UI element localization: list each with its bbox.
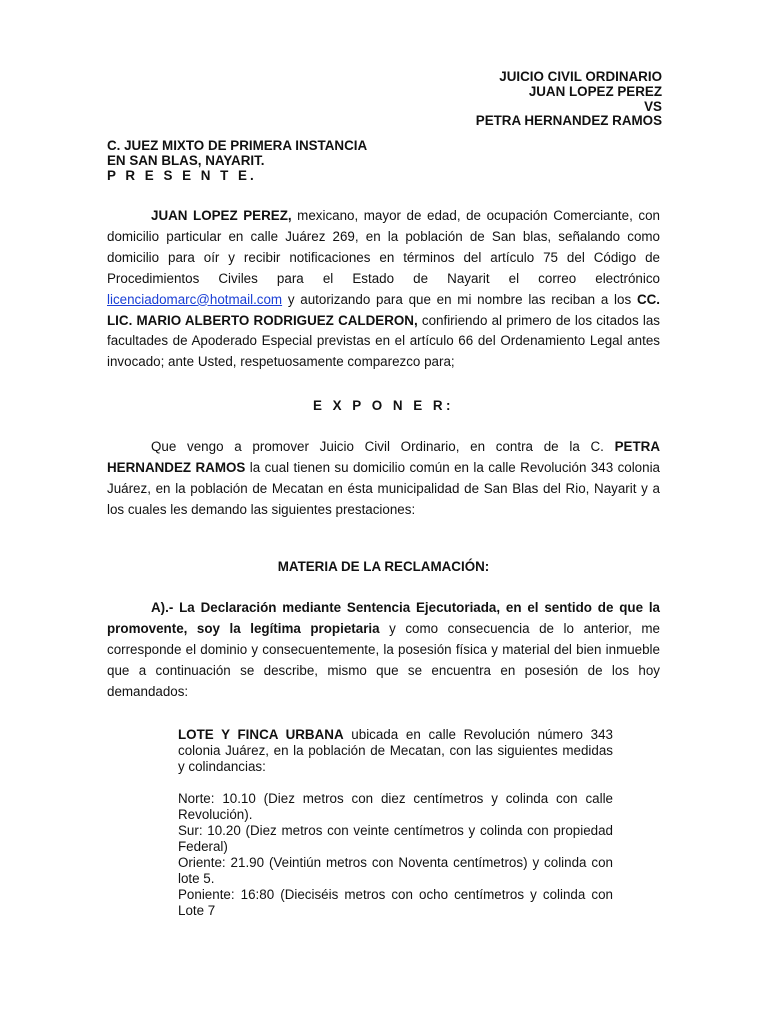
addressee-presente: P R E S E N T E. (107, 167, 257, 183)
boundary-west: Poniente: 16:80 (Dieciséis metros con ocho centímetros y colinda con Lote 7 (178, 887, 613, 918)
plaintiff-name: JUAN LOPEZ PEREZ (528, 83, 662, 99)
boundary-north: Norte: 10.10 (Diez metros con diez centímetros y colinda con calle Revolución). (178, 791, 613, 822)
expone-paragraph (107, 437, 660, 521)
materia-heading: MATERIA DE LA RECLAMACIÓN: (277, 559, 490, 574)
intro-text-2: y autorizando para que en mi nombre las reciban a los (282, 291, 637, 307)
boundary-south: Sur: 10.20 (Diez metros con veinte centímetros y colinda con propiedad Federal) (178, 823, 613, 854)
claim-a-bold: A).- La Declaración mediante Sentencia Ejecutoriada, en el sentido de que la promovente, soy la legítima propietaria (107, 600, 660, 636)
claim-a-paragraph (107, 598, 660, 703)
email-link[interactable]: licenciadomarc@hotmail.com (107, 291, 283, 307)
intro-paragraph (107, 206, 660, 373)
defendant-name-inline: PETRA HERNANDEZ RAMOS (107, 439, 660, 475)
case-caption (476, 70, 662, 129)
property-title: LOTE Y FINCA URBANA (178, 727, 344, 742)
claim-a-text: y como consecuencia de lo anterior, me corresponde el dominio y consecuentemente, la posesión física y material del bien inmueble que a continuación se describe, mismo que se encuentra en posesión de los hoy demandados: (107, 620, 660, 699)
expone-text-2: la cual tienen su domicilio común en la calle Revolución 343 colonia Juárez, en la población de Mecatan en ésta municipalidad de San Blas del Rio, Nayarit y a los cuales les demando las siguientes prestaciones: (107, 459, 660, 517)
addressee-block (107, 139, 367, 183)
expone-text-1: Que vengo a promover Juicio Civil Ordinario, en contra de la C. (151, 439, 615, 454)
addressee-judge: C. JUEZ MIXTO DE PRIMERA INSTANCIA (107, 138, 368, 153)
intro-text-3: confiriendo al primero de los citados las facultades de Apoderado Especial previstas en el artículo 66 del Ordenamiento Legal antes invocado; ante Usted, respetuosamente comparezco para; (107, 312, 660, 370)
boundary-east: Oriente: 21.90 (Veintiún metros con Noventa centímetros) y colinda con lote 5. (178, 855, 613, 886)
case-type: JUICIO CIVIL ORDINARIO (499, 69, 662, 84)
property-intro (178, 727, 613, 775)
property-description (178, 727, 613, 919)
intro-text-1: mexicano, mayor de edad, de ocupación Comerciante, con domicilio particular en calle Juárez 269, en la población de San blas, señalando como domicilio para oír y recibir notificaciones en términos del artículo 75 del Código de Procedimientos Civiles para el Estado de Nayarit el correo electrónico (107, 208, 660, 286)
addressee-location: EN SAN BLAS, NAYARIT. (107, 152, 265, 168)
lawyer-name: CC. LIC. MARIO ALBERTO RODRIGUEZ CALDERON, (107, 291, 660, 328)
defendant-name: PETRA HERNANDEZ RAMOS (475, 113, 662, 129)
versus-label: VS (644, 98, 662, 114)
property-location: ubicada en calle Revolución número 343 colonia Juárez, en la población de Mecatan, con las siguientes medidas y colindancias: (178, 727, 614, 774)
plaintiff-name-inline: JUAN LOPEZ PEREZ, (151, 208, 292, 223)
expone-heading: E X P O N E R: (312, 398, 455, 413)
